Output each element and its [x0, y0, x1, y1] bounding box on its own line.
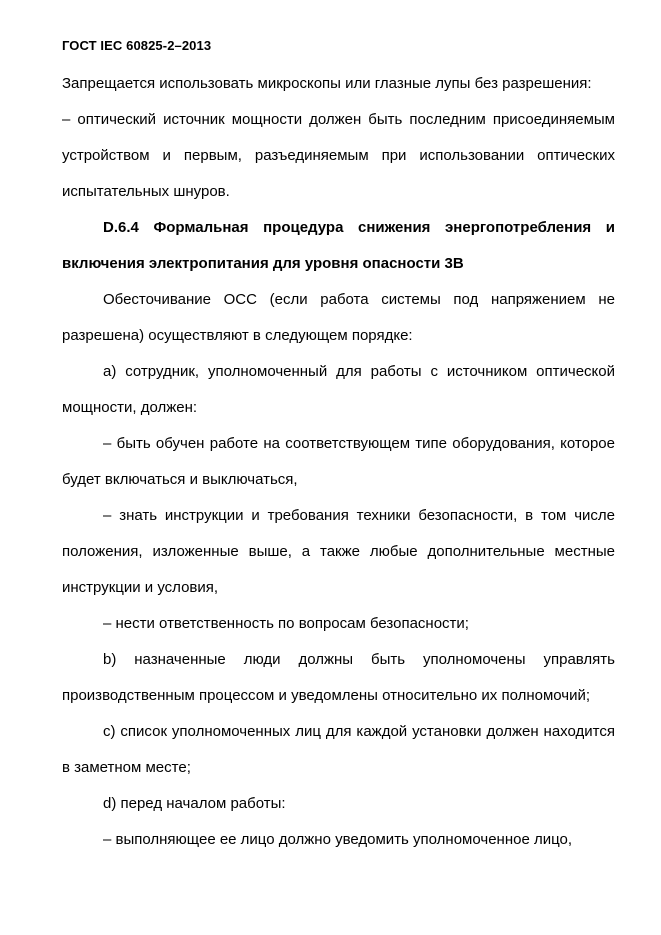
paragraph-optical-source-order: – оптический источник мощности должен быть последним присоединяемым устройством и первым, разъединяемым при использовании оптических испытательных шнуров. — [62, 111, 615, 200]
paragraph-microscope-ban: Запрещается использовать микроскопы или глазные лупы без разрешения: — [62, 75, 592, 92]
list-subitem-trained: – быть обучен работе на соответствующем типе оборудования, которое будет включаться и выключаться, — [62, 435, 615, 488]
list-subitem-notify: – выполняющее ее лицо должно уведомить уполномоченное лицо, — [103, 831, 573, 848]
standard-header: ГОСТ IEC 60825-2–2013 — [62, 38, 212, 53]
document-body — [62, 66, 615, 858]
paragraph-deenergizing-order: Обесточивание ОСС (если работа системы под напряжением не разрешена) осуществляют в следующем порядке: — [62, 291, 615, 344]
list-subitem-know-instructions: – знать инструкции и требования техники безопасности, в том числе положения, изложенные выше, а также любые дополнительные местные инструкции и условия, — [62, 507, 615, 596]
list-item-b: b) назначенные люди должны быть уполномочены управлять производственным процессом и уведомлены относительно их полномочий; — [62, 651, 615, 704]
list-subitem-responsibility: – нести ответственность по вопросам безопасности; — [103, 615, 469, 632]
list-item-c: c) список уполномоченных лиц для каждой установки должен находится в заметном месте; — [62, 723, 615, 776]
section-heading-d-6-4: D.6.4 Формальная процедура снижения энергопотребления и включения электропитания для уровня опасности 3B — [62, 219, 615, 272]
list-item-a: а) сотрудник, уполномоченный для работы с источником оптической мощности, должен: — [62, 363, 615, 416]
list-item-d: d) перед началом работы: — [103, 795, 286, 812]
